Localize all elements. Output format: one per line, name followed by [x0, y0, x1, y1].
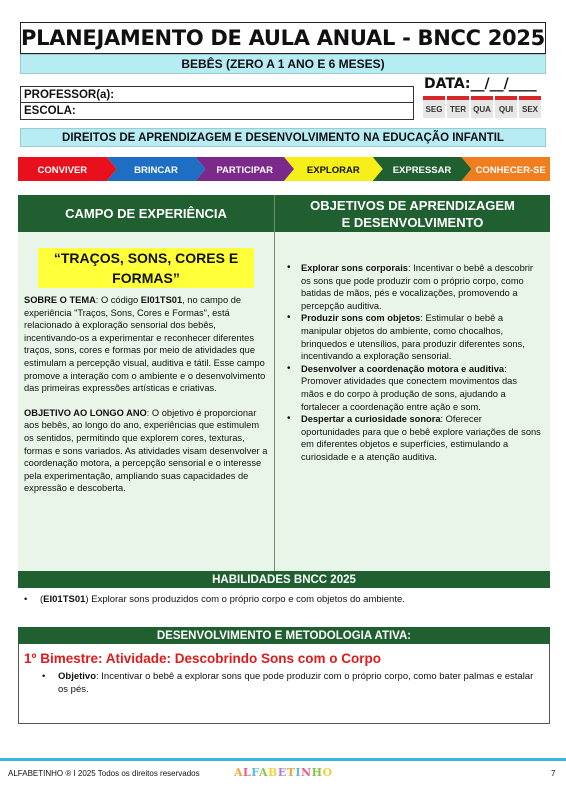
desenvolvimento-header: DESENVOLVIMENTO E METODOLOGIA ATIVA:: [18, 627, 550, 644]
footer-copyright: ALFABETINHO ® I 2025 Todos os direitos reservados: [8, 769, 200, 778]
brand-letter: I: [295, 766, 302, 779]
brand-letter: A: [234, 766, 244, 779]
brand-letter: N: [301, 766, 312, 779]
svg-text:EXPRESSAR: EXPRESSAR: [392, 165, 452, 176]
page-number: 7: [551, 769, 556, 778]
campo-column: [18, 232, 275, 571]
list-item: • Explorar sons corporais: Incentivar o bebê a descobrir os sons que pode produzir com o próprio corpo, como batidas de mãos, pés e vocalizações, promovendo a percepção auditiva.: [283, 262, 542, 312]
arrow-conhecer-se: [461, 157, 550, 181]
brand-letter: F: [251, 766, 259, 779]
objetivo-paragraph: OBJETIVO AO LONGO ANO: O objetivo é proporcionar aos bebês, ao longo do ano, experiências que estimulem os sentidos, permitindo que explorem cores, texturas, formas e sons variados. As atividades visam desenvolver a coordenação motora, a percepção sensorial e o interesse pela experimentação, ampliando suas capacidades de expressão e descoberta.: [24, 407, 268, 494]
svg-text:CONVIVER: CONVIVER: [37, 165, 88, 176]
date-field[interactable]: DATA:__/__/____: [424, 76, 537, 92]
footer-brand-logo: [234, 766, 333, 779]
rights-arrow-bar: [18, 157, 550, 181]
brand-letter: T: [286, 766, 296, 779]
brand-letter: L: [243, 766, 252, 779]
day-qui[interactable]: QUI: [495, 96, 517, 118]
list-item: • Despertar a curiosidade sonora: Oferecer oportunidades para que o bebê explore variações de sons em diferentes objetos e superfícies, estimulando a curiosidade e a atenção auditiva.: [283, 413, 542, 463]
svg-text:EXPLORAR: EXPLORAR: [306, 165, 360, 176]
list-item: • Desenvolver a coordenação motora e auditiva: Promover atividades que conectem movimentos das mãos e do corpo à produção de sons, ajudando a fortalecer a coordenação entre ação e som.: [283, 363, 542, 413]
habilidade-item: • (EI01TS01) Explorar sons produzidos com o próprio corpo e com objetos do ambiente.: [40, 594, 405, 605]
arrow-conviver: [18, 157, 117, 181]
rights-title: DIREITOS DE APRENDIZAGEM E DESENVOLVIMENTO NA EDUCAÇÃO INFANTIL: [20, 128, 546, 147]
arrow-expressar: [373, 157, 472, 181]
objetivos-column: [275, 232, 550, 571]
theme-title: “TRAÇOS, SONS, CORES E FORMAS”: [38, 248, 254, 288]
day-seg[interactable]: SEG: [423, 96, 445, 118]
professor-field[interactable]: PROFESSOR(a):: [20, 86, 414, 103]
svg-text:BRINCAR: BRINCAR: [134, 165, 178, 176]
arrow-explorar: [284, 157, 383, 181]
objetivos-list: [283, 262, 542, 464]
list-item: • Produzir sons com objetos: Estimular o bebê a manipular objetos do ambiente, como chocalhos, brinquedos e utensílios, para produzir diferentes sons, incentivando a exploração sensorial.: [283, 312, 542, 362]
day-qua[interactable]: QUA: [471, 96, 493, 118]
brand-letter: H: [311, 766, 323, 779]
brand-letter: B: [268, 766, 278, 779]
sobre-paragraph: SOBRE O TEMA: O código EI01TS01, no campo de experiência "Traços, Sons, Cores e Formas", está relacionado à exploração sensorial dos bebês, incentivando-os a experimentar e reconhecer diferentes traços, sons, cores e formas por meio de atividades que estimulam a percepção visual, auditiva e tátil. Esse campo promove a interação com o ambiente e o desenvolvimento das primeiras expressões artísticas e criativas.: [24, 295, 266, 394]
campo-header: CAMPO DE EXPERIÊNCIA: [18, 195, 275, 232]
footer-divider: [0, 758, 566, 761]
brand-letter: E: [277, 766, 287, 779]
arrow-brincar: [107, 157, 206, 181]
day-ter[interactable]: TER: [447, 96, 469, 118]
objetivos-header: OBJETIVOS DE APRENDIZAGEM E DESENVOLVIMENTO: [275, 195, 550, 232]
day-sex[interactable]: SEX: [519, 96, 541, 118]
habilidades-header: HABILIDADES BNCC 2025: [18, 571, 550, 588]
brand-letter: O: [322, 766, 333, 779]
bimestre-title: 1º Bimestre: Atividade: Descobrindo Sons com o Corpo: [24, 651, 381, 666]
page-title: PLANEJAMENTO DE AULA ANUAL - BNCC 2025: [20, 22, 546, 54]
weekday-selector: [423, 96, 541, 118]
arrow-participar: [195, 157, 294, 181]
brand-letter: A: [258, 766, 268, 779]
escola-field[interactable]: ESCOLA:: [20, 103, 414, 120]
svg-text:PARTICIPAR: PARTICIPAR: [216, 165, 273, 176]
age-group-subtitle: BEBÊS (ZERO A 1 ANO E 6 MESES): [20, 54, 546, 74]
bimestre-objetivo: • Objetivo: Incentivar o bebê a explorar sons que pode produzir com o próprio corpo, como bater palmas e estalar os pés.: [58, 670, 538, 696]
svg-text:CONHECER-SE: CONHECER-SE: [475, 165, 546, 176]
